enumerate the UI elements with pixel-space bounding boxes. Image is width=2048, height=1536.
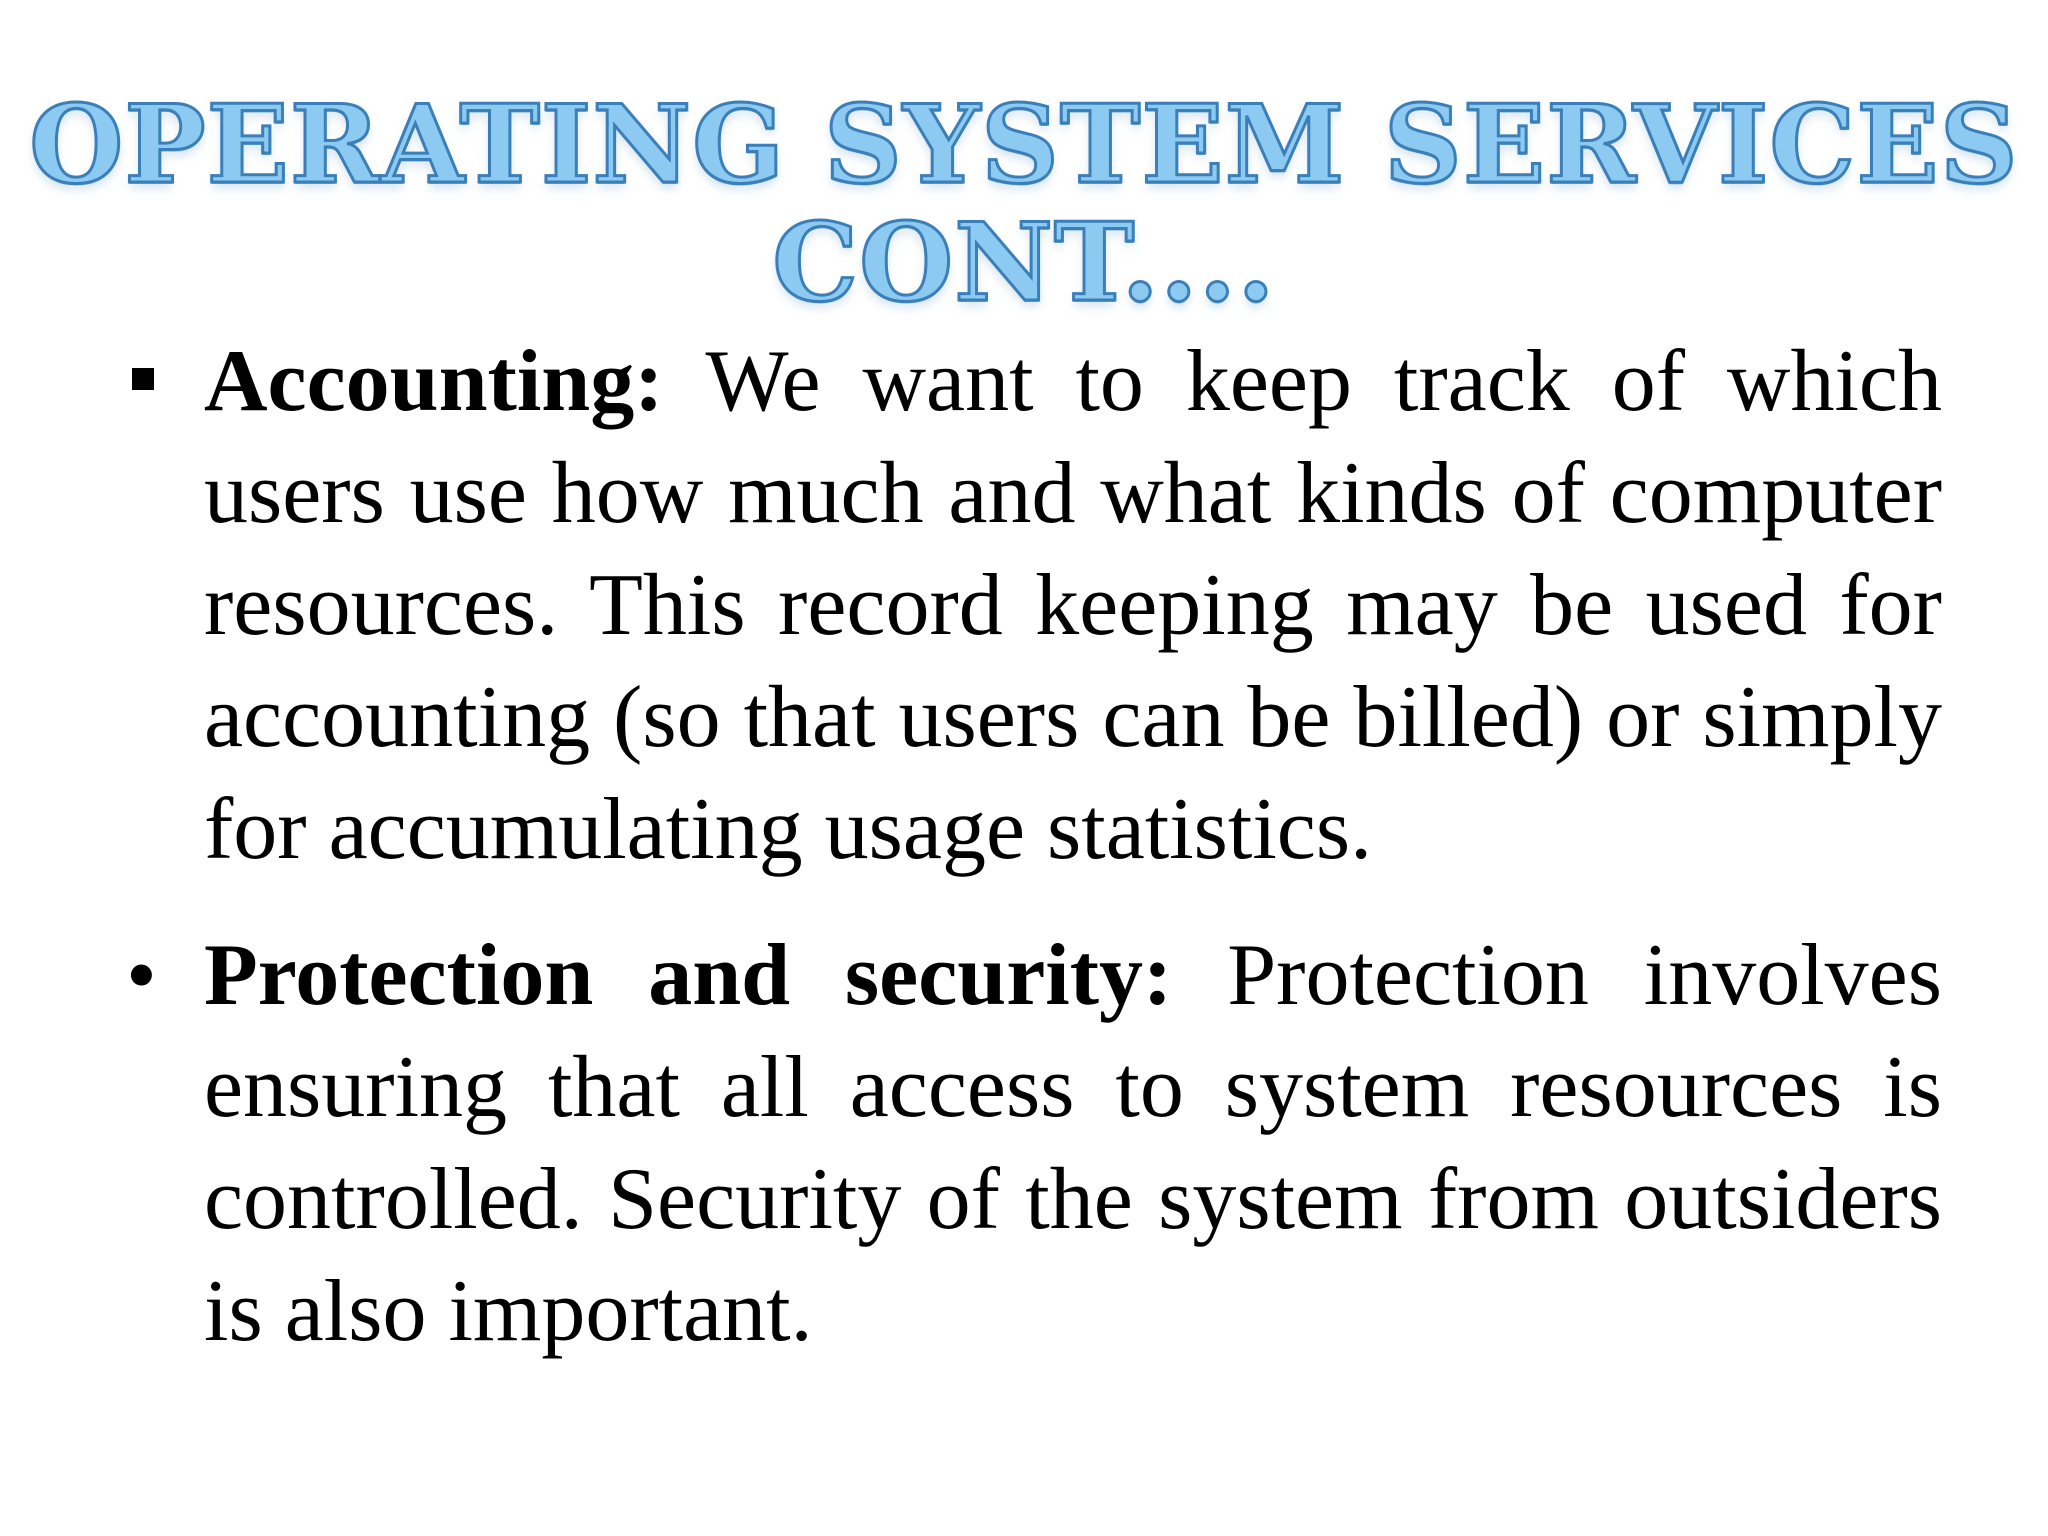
slide-title [0, 82, 2048, 326]
bullet-item-accounting [122, 326, 1942, 886]
bullet-item-protection-security [122, 920, 1942, 1368]
bullet-text: We want to keep track of which users use how much and what kinds of computer resources. This record keeping may be used for accounting (so that users can be billed) or simply for accumulating usage statistics. [204, 333, 1942, 878]
bullet-list [122, 326, 1942, 1368]
bullet-text: Protection involves ensuring that all access to system resources is controlled. Security of the system from outsiders is also important. [204, 927, 1942, 1360]
bullet-term: Protection and security: [204, 927, 1228, 1024]
dot-bullet-icon: • [126, 927, 157, 1024]
slide-title-line-2: CONT.... [772, 200, 1276, 326]
bullet-term: Accounting: [204, 333, 706, 430]
slide-title-line-1: OPERATING SYSTEM SERVICES [29, 82, 2019, 208]
